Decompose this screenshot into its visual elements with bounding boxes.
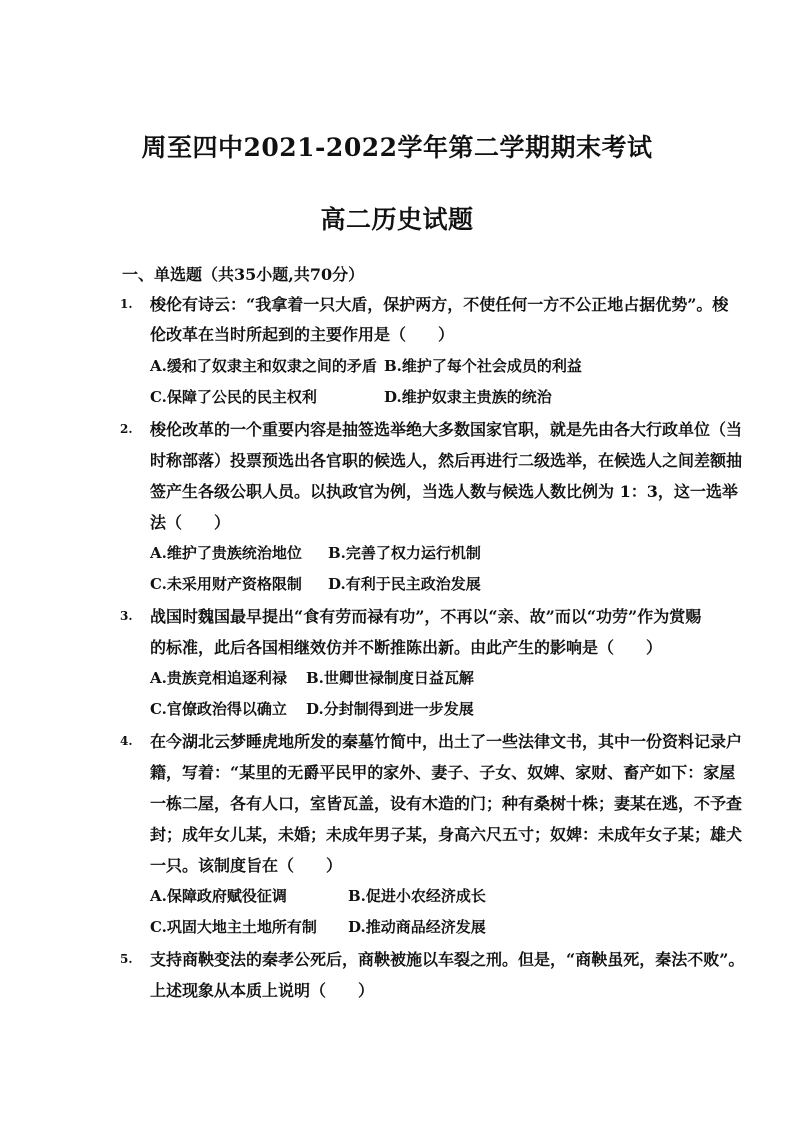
question-text-line: 的标准，此后各国相继效仿并不断推陈出新。由此产生的影响是（ ） bbox=[150, 638, 663, 657]
question-text-line: 签产生各级公职人员。以执政官为例，当选人数与候选人数比例为 1：3，这一选举 bbox=[150, 482, 738, 501]
option-c: C.巩固大地主土地所有制 bbox=[150, 918, 317, 936]
option-b: B.世卿世禄制度日益瓦解 bbox=[306, 669, 474, 687]
question-text-line: 梭伦有诗云：“我拿着一只大盾，保护两方，不使任何一方不公正地占据优势”。梭 bbox=[150, 295, 729, 314]
question-text-line: 上述现象从本质上说明（ ） bbox=[150, 981, 375, 1000]
option-b: B.维护了每个社会成员的利益 bbox=[384, 357, 582, 375]
option-a: A.贵族竞相追逐利禄 bbox=[150, 669, 287, 687]
option-a: A.维护了贵族统治地位 bbox=[150, 544, 302, 562]
question-text-line: 一栋二屋，各有人口，室皆瓦盖，设有木造的门；种有桑树十株；妻某在逃，不予查 bbox=[150, 794, 743, 813]
option-a: A.保障政府赋役征调 bbox=[150, 887, 287, 905]
question-number: 2. bbox=[120, 422, 133, 436]
question-text-line: 战国时魏国最早提出“食有劳而禄有功”，不再以“亲、故”而以“功劳”作为赏赐 bbox=[150, 607, 702, 626]
section-heading: 一、单选题（共35小题,共70分） bbox=[122, 265, 365, 284]
option-d: D.分封制得到进一步发展 bbox=[306, 700, 474, 718]
question-number: 1. bbox=[120, 297, 133, 311]
question-number: 5. bbox=[120, 952, 133, 966]
question-number: 3. bbox=[120, 609, 133, 623]
question-text-line: 封；成年女儿某，未婚；未成年男子某，身高六尺五寸；奴婢：未成年女子某；雄犬 bbox=[150, 825, 743, 844]
option-d: D.维护奴隶主贵族的统治 bbox=[384, 388, 552, 406]
question-text-line: 伦改革在当时所起到的主要作用是（ ） bbox=[150, 325, 455, 344]
question-text-line: 梭伦改革的一个重要内容是抽签选举绝大多数国家官职，就是先由各大行政单位（当 bbox=[150, 420, 743, 439]
exam-subtitle: 高二历史试题 bbox=[320, 205, 474, 234]
question-text-line: 支持商鞅变法的秦孝公死后，商鞅被施以车裂之刑。但是，“商鞅虽死，秦法不败”。 bbox=[150, 950, 745, 969]
exam-title: 周至四中2021-2022学年第二学期期末考试 bbox=[141, 133, 653, 162]
option-d: D.有利于民主政治发展 bbox=[328, 575, 481, 593]
question-number: 4. bbox=[120, 734, 133, 748]
option-c: C.未采用财产资格限制 bbox=[150, 575, 302, 593]
question-text-line: 时称部落）投票预选出各官职的候选人，然后再进行二级选举，在候选人之间差额抽 bbox=[150, 451, 743, 470]
option-d: D.推动商品经济发展 bbox=[348, 918, 486, 936]
question-text-line: 在今湖北云梦睡虎地所发的秦墓竹简中，出土了一些法律文书，其中一份资料记录户 bbox=[150, 732, 743, 751]
option-b: B.促进小农经济成长 bbox=[348, 887, 486, 905]
option-b: B.完善了权力运行机制 bbox=[328, 544, 481, 562]
question-text-line: 籍，写着：“某里的无爵平民甲的家外、妻子、子女、奴婢、家财、畜产如下：家屋 bbox=[150, 763, 736, 782]
option-a: A.缓和了奴隶主和奴隶之间的矛盾 bbox=[150, 357, 377, 375]
option-c: C.官僚政治得以确立 bbox=[150, 700, 287, 718]
option-c: C.保障了公民的民主权利 bbox=[150, 388, 317, 406]
question-text-line: 一只。该制度旨在（ ） bbox=[150, 856, 343, 875]
question-text-line: 法（ ） bbox=[150, 513, 231, 532]
